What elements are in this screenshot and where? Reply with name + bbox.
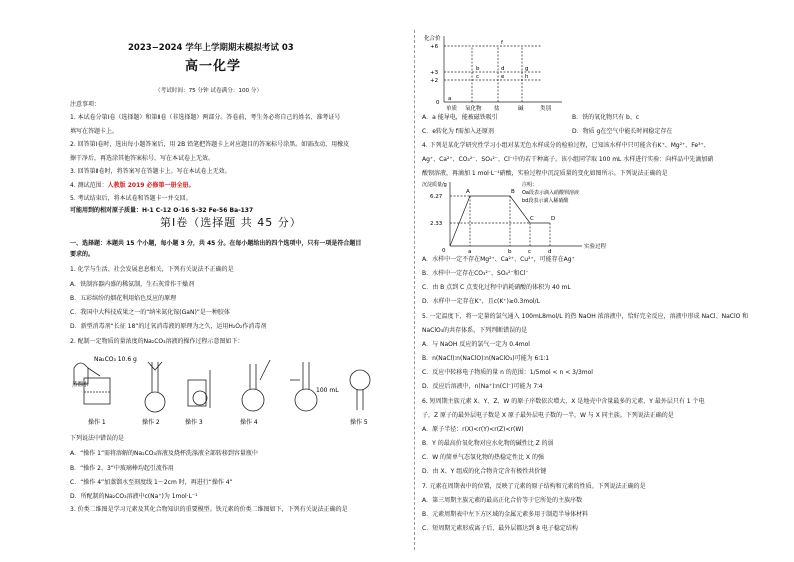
g1-xtick: 碱 <box>518 106 524 112</box>
g2-xtick: b <box>508 249 512 255</box>
g2-xtick: a <box>468 249 472 255</box>
g1-ytick: 0 <box>436 100 440 106</box>
q1-option-b: B．五彩缤纷的烟花利用焰色反应的原理 <box>70 295 177 302</box>
q7-option-c: C．短周期元素形成离子后，最外层都达到 8 电子稳定结构 <box>422 525 578 532</box>
g1-point-label: e <box>501 74 505 80</box>
q4-option-a: A．水样中一定不存在Mg²⁺、Ca²⁺、Cu²⁺，可能存在Ag⁺ <box>422 256 575 263</box>
g1-point-label: a <box>448 96 452 102</box>
q2-procedure-diagram <box>70 350 408 430</box>
op-label: 操作 2 <box>142 419 160 426</box>
q2-question: 下列说法中错误的是 <box>70 435 125 442</box>
op-label: 操作 1 <box>88 419 106 426</box>
section-title: 第Ⅰ卷（选择题 共 45 分） <box>160 216 302 229</box>
q7-option-b: B．元素周期表中左下方区域的金属元素多用于制造半导体材料 <box>422 511 589 518</box>
g2-point: C <box>530 216 534 222</box>
q5-option-a: A．与 NaOH 反应的氯气一定为 0.4mol <box>422 341 530 348</box>
exam-info: （考试时间：75 分钟 试卷满分：100 分） <box>155 88 263 94</box>
notice-line: 3. 回答第Ⅱ卷时，将答案写在答题卡上。写在本试卷上无效。 <box>70 168 231 175</box>
q1-stem: 1. 化学与生活、社会发展息息相关，下列有关说法不正确的是 <box>70 266 234 273</box>
q1-option-a: A．铁制容器内盛的稀氨制，生石灰常作干燥剂 <box>70 281 195 288</box>
section-intro: 一、选择题：本题共 15 个小题，每小题 3 分，共 45 分。在每小题给出的四个选项中，只有一项是符合题目 <box>70 240 362 247</box>
q7-stem: 7. 元素在周期表中的位置，反映了元素的原子结构和元素的性质。下列说法正确的是 <box>422 483 646 490</box>
g2-ytick: 2.33 <box>430 221 443 227</box>
notice-line: 1. 本试卷分第Ⅰ卷（选择题）和第Ⅱ卷（非选择题）两部分。答卷前，考生务必将自己的姓名、准考证号 <box>70 114 341 121</box>
g1-ytick: +6 <box>430 44 439 50</box>
water-label: 蒸馏水 <box>72 382 89 388</box>
g1-xlabel: 类别 <box>540 106 552 112</box>
q5-stem: NaClO₃的共存体系，下列判断错误的是 <box>422 327 528 334</box>
scope-text: 人教版 2019 必修第一册全册。 <box>107 182 195 189</box>
notice-heading: 注意事项： <box>70 101 101 108</box>
q3-option-b: B．铁的氧化物只有 b、c <box>572 114 640 121</box>
g2-ytick: 6.27 <box>430 194 443 200</box>
g2-origin: 0 <box>442 248 446 254</box>
q7-option-a: A．第三周期主族元素的最高正化合价等于它所处的主族序数 <box>422 497 583 504</box>
q6-option-d: D．由 X、Y 组成的化合物肯定含有极性共价键 <box>422 468 547 475</box>
atomic-masses: 可能用到的相对原子质量：H-1 C-12 O-16 S-32 Fe-56 Ba-137 <box>70 207 254 214</box>
q5-option-d: D．反应后溶液中，n(Na⁺)∶n(Cl⁻)可能为 7∶4 <box>422 383 543 390</box>
notice-line: 5. 考试结束后，将本试卷和答题卡一并交回。 <box>70 195 192 202</box>
q3-option-d: D．物质 g在空气中能长时间稳定存在 <box>572 128 673 135</box>
q5-option-c: C．反应中转移电子物质的量 n 的范围：1/5mol < n < 3/3mol <box>422 369 593 376</box>
q4-stem: 4. 下列是某化学研究性学习小组对某无色水样成分的检验过程，已知该水样中只可能含有K⁺、Mg²⁺、Fe³⁺、 <box>422 142 710 149</box>
g2-point: D <box>551 216 556 222</box>
subject-title: 高一化学 <box>185 59 242 74</box>
q2-stem: 2. 配制一定物质的量浓度的Na₂CO₃溶液的操作过程示意图如下： <box>70 338 244 345</box>
q2-option-b: B．“操作 2、3”中玻璃棒均起引流作用 <box>70 465 174 472</box>
volume-label: 100 mL <box>316 387 339 394</box>
g2-xlabel: 实验过程 <box>584 244 607 250</box>
g1-point-label: h <box>525 74 529 80</box>
g2-xtick: c <box>528 249 532 255</box>
precipitate-mass-chart <box>422 178 622 256</box>
g2-ylabel: 沉淀质量/g <box>422 182 447 188</box>
left-column <box>70 0 408 562</box>
g1-xtick: 氧化物 <box>465 106 482 112</box>
notice-line: 擦干净后，再选涂其他答案标号。写在本试卷上无效。 <box>70 155 215 162</box>
column-divider <box>414 30 415 550</box>
section-intro: 要求的。 <box>70 251 95 258</box>
q2-option-a: A．“操作 1”需将溶解的Na₂CO₃溶液及烧杯洗涤液全部转移到容量瓶中 <box>70 450 258 457</box>
g1-ytick: +2 <box>430 78 439 84</box>
g2-legend-2: bd段表示滴入稀硝酸 <box>522 198 569 204</box>
q2-option-d: D．所配制的Na₂CO₃溶液中c(Na⁺)为 1mol·L⁻¹ <box>70 493 198 500</box>
g1-xtick: 单质 <box>446 106 458 112</box>
g2-legend-title: 注明： <box>522 182 538 188</box>
op-label: 操作 5 <box>350 419 368 426</box>
notice-line: 2. 回答第Ⅰ卷时，选出每小题答案后，用 2B 铅笔把答题卡上对应题目的答案标号涂黑。如需改动，用橡皮 <box>70 141 350 148</box>
q5-stem: 5. 一定温度下，将一定量的氯气通入 100mL8mol/L 的热 NaOH 浓溶液中，恰好完全反应，溶液中形成 NaCl、NaClO 和 <box>422 313 749 320</box>
g1-point-label: b <box>476 66 480 72</box>
q4-option-d: D．水样中一定存在K⁺，且c(K⁺)≥0.3mol/L <box>422 298 540 305</box>
g2-point: B <box>511 189 515 195</box>
valence-category-diagram <box>422 32 572 112</box>
right-column <box>422 0 752 562</box>
g1-ytick: +3 <box>430 70 439 76</box>
q2-option-c: C．“操作 4”加蒸馏水至刻度线 1～2cm 时，再进行“操作 4” <box>70 479 233 486</box>
q1-option-d: D．新型消毒剂“长征 18”的过氧消毒液的原理为之久，运用H₂O₂作消毒剂 <box>70 323 267 330</box>
q4-stem: 酸钡溶液，再滴加 1 mol·L⁻¹硝酸，实验过程中沉淀质量的变化如图所示。下列说法正确的是 <box>422 170 668 177</box>
q6-stem: 子，Z 原子的最外层电子数是 X 原子最外层电子数的一半，W 与 X 同主族。下列说法正确的是 <box>422 412 674 419</box>
q6-option-b: B．Y 的最高价氧化物对应水化物的碱性比 Z 的弱 <box>422 440 554 447</box>
q6-option-a: A．原子半径：r(X)<r(Y)<r(Z)<r(W) <box>422 426 524 433</box>
g1-point-label: f <box>501 40 503 46</box>
sample-mass-label: Na₂CO₃ 10.6 g <box>94 356 137 363</box>
notice-line: 填写在答题卡上。 <box>70 128 119 135</box>
g1-ylabel: 化合价 <box>424 36 441 42</box>
g2-legend-1: Oa段表示滴入硝酸钡溶液 <box>522 190 580 196</box>
q4-stem: Ag⁺、Ca²⁺、CO₃²⁻、SO₄²⁻、Cl⁻中的若干种离子。该小组同学取 100 mL 水样进行实验：向样品中先滴加硝 <box>422 156 714 163</box>
q5-option-b: B．n(NaCl)∶n(NaClO)∶n(NaClO₃)可能为 6∶1∶1 <box>422 355 550 362</box>
g1-point-label: c <box>476 74 480 80</box>
q6-stem: 6. 短周期主族元素 X、Y、Z、W 的原子序数依次增大，X 是地壳中含量最多的元素，Y 最外层只有 1 个电 <box>422 398 705 405</box>
g2-xtick: d <box>548 249 552 255</box>
op-label: 操作 4 <box>240 419 258 426</box>
q3-option-a: A．a 能导电，能被磁铁吸引 <box>422 114 498 121</box>
q4-option-b: B．水样中一定存在CO₃²⁻、SO₄²⁻和Cl⁻ <box>422 270 529 277</box>
g1-point-label: d <box>501 66 505 72</box>
op-label: 操作 3 <box>185 419 203 426</box>
q1-option-c: C．我国中大科技成果之一的“纳米氮化镓(GaN)”是一种胶体 <box>70 309 230 316</box>
q3-stem: 3. 价类二维图是学习元素及其化合物知识的重要模型。铁元素的价类二维图如下，下列有关说法正确的是 <box>70 506 348 513</box>
q6-option-c: C．W 的简单气态氢化物的热稳定性比 X 的强 <box>422 454 544 461</box>
g1-xtick: 盐 <box>494 106 500 112</box>
notice-line <box>70 182 195 189</box>
exam-title: 2023−2024 学年上学期期末模拟考试 03 <box>128 43 294 53</box>
q3-option-c: C．e转化为 f需加入还原剂 <box>422 128 494 135</box>
q4-option-c: C．由 B 点到 C 点变化过程中消耗硝酸的体积为 40 mL <box>422 284 571 291</box>
g2-point: A <box>466 189 470 195</box>
g1-point-label: g <box>525 66 529 72</box>
scope-label: 4. 测试范围： <box>70 182 108 189</box>
